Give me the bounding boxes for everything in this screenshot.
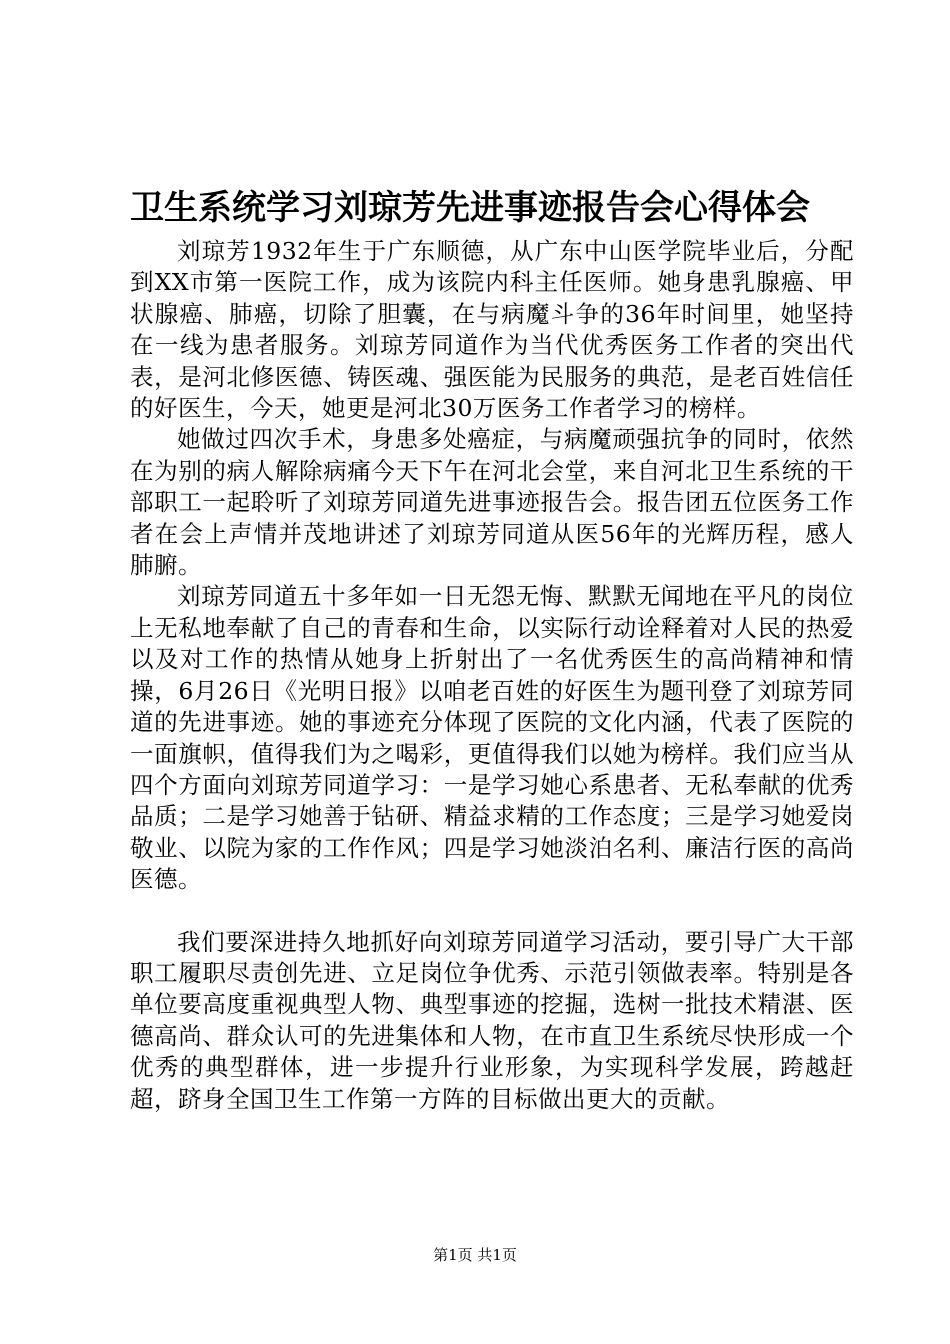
paragraph-2: 她做过四次手术，身患多处癌症，与病魔顽强抗争的同时，依然在为别的病人解除病痛今天下午在河北会堂，来自河北卫生系统的干部职工一起聆听了刘琼芳同道先进事迹报告会。报告团五位医务工作者在会上声情并茂地讲述了刘琼芳同道从医56年的光辉历程，感人肺腑。 [130,425,854,580]
document-body [130,236,854,1115]
document-title: 卫生系统学习刘琼芳先进事迹报告会心得体会 [130,188,810,228]
paragraph-3: 刘琼芳同道五十多年如一日无怨无悔、默默无闻地在平凡的岗位上无私地奉献了自己的青春和生命，以实际行动诠释着对人民的热爱以及对工作的热情从她身上折射出了一名优秀医生的高尚精神和情操，6月26日《光明日报》以咱老百姓的好医生为题刊登了刘琼芳同道的先进事迹。她的事迹充分体现了医院的文化内涵，代表了医院的一面旗帜，值得我们为之喝彩，更值得我们以她为榜样。我们应当从四个方面向刘琼芳同道学习：一是学习她心系患者、无私奉献的优秀品质；二是学习她善于钻研、精益求精的工作态度；三是学习她爱岗敬业、以院为家的工作作风；四是学习她淡泊名利、廉洁行医的高尚医德。 [130,582,854,894]
paragraph-4: 我们要深进持久地抓好向刘琼芳同道学习活动，要引导广大干部职工履职尽责创先进、立足岗位争优秀、示范引领做表率。特别是各单位要高度重视典型人物、典型事迹的挖掘，选树一批技术精湛、医德高尚、群众认可的先进集体和人物，在市直卫生系统尽快形成一个优秀的典型群体，进一步提升行业形象，为实现科学发展，跨越赶超，跻身全国卫生工作第一方阵的目标做出更大的贡献。 [130,927,854,1113]
page-footer: 第1页 共1页 [433,1246,517,1264]
paragraph-1: 刘琼芳1932年生于广东顺德，从广东中山医学院毕业后，分配到XX市第一医院工作，成为该院内科主任医师。她身患乳腺癌、甲状腺癌、肺癌，切除了胆囊，在与病魔斗争的36年时间里，她坚持在一线为患者服务。刘琼芳同道作为当代优秀医务工作者的突出代表，是河北修医德、铸医魂、强医能为民服务的典范，是老百姓信任的好医生，今天，她更是河北30万医务工作者学习的榜样。 [130,237,854,423]
